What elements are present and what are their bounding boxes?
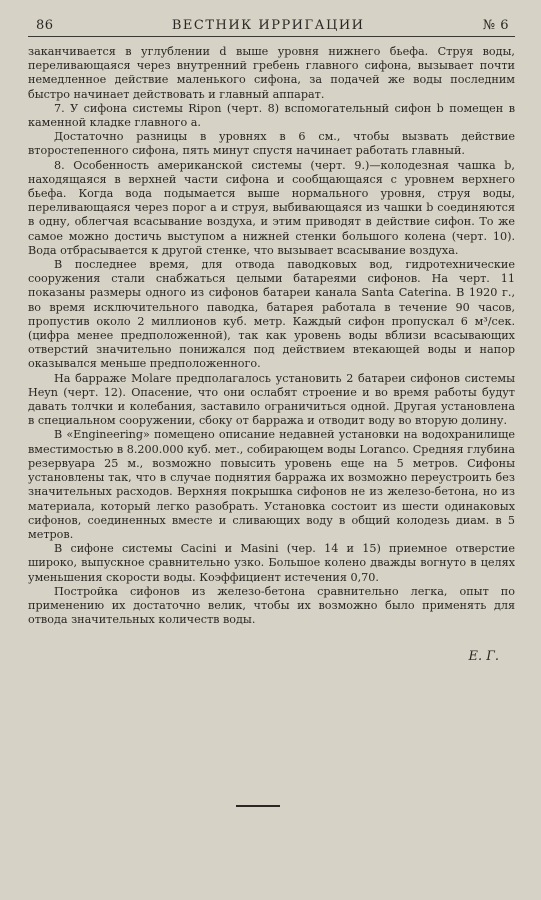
article-body [28, 45, 515, 627]
page-number: 86 [36, 18, 54, 33]
paragraph: В последнее время, для отвода паводковых вод, гидротехнические сооружения стали снабжаться целыми батареями сифонов. На черт. 11 показаны размеры одного из сифонов батареи канала Santa Caterina. В 1920 г., во время исключительного паводка, батарея работала в течение 90 часов, пропустив около 2 миллионов куб. метр. Каждый сифон пропускал 6 м³/сек. (цифра менее предположенной), так как уровень воды вблизи всасывающих отверстий значительно понижался под действием втекающей воды и напор оказывался меньше предположенного. [28, 258, 515, 371]
paragraph: 7. У сифона системы Ripon (черт. 8) вспомогательный сифон b помещен в каменной кладке главного a. [28, 101, 515, 130]
paragraph: На барраже Molare предполагалось установить 2 батареи сифонов системы Heyn (черт. 12). Опасение, что они ослабят строение и во время работы будут давать толчки и колебания, заставило ограничиться одной. Другая установлена в специальном сооружении, сбоку от барража и отводит воду во вторую долину. [28, 371, 515, 428]
paragraph: В «Engineering» помещено описание недавней установки на водохранилище вместимостью в 8.200.000 куб. мет., собирающем воды Loranco. Средняя глубина резервуара 25 м., возможно повысить уровень еще на 5 метров. Сифоны установлены так, что в случае поднятия барража их возможно переустроить без значительных расходов. Верхняя покрышка сифонов не из железо-бетона, но из материала, который легко разобрать. Установка состоит из шести одинаковых сифонов, соединенных вместе и сливающих воду в общий колодезь диам. в 5 метров. [28, 428, 515, 541]
issue-number: № 6 [482, 18, 509, 33]
paragraph: Достаточно разницы в уровнях в 6 см., чтобы вызвать действие второстепенного сифона, пять минут спустя начинает работать главный. [28, 130, 515, 158]
journal-title: ВЕСТНИК ИРРИГАЦИИ [171, 18, 365, 33]
end-rule [236, 805, 280, 807]
paragraph: 8. Особенность американской системы (черт. 9.)—колодезная чашка b, находящаяся в верхней части сифона и сообщающаяся с уровнем верхнего бьефа. Когда вода подымается выше нормального уровня, струя воды, переливающаяся через порог a и струя, выбивающаяся из чашки b соединяются в одну, облегчая всасывание воздуха, и этим приводят в действие сифон. То же самое можно достичь выступом a нижней стенки большого колена (черт. 10). Вода отбрасывается к другой стенке, что вызывает всасывание воздуха. [28, 158, 515, 257]
paragraph: В сифоне системы Cacini и Masini (чер. 14 и 15) приемное отверстие широко, выпускное сравнительно узко. Большое колено дважды вогнуто в целях уменьшения скорости воды. Коэффициент истечения 0,70. [28, 542, 515, 584]
paragraph: Постройка сифонов из железо-бетона сравнительно легка, опыт по применению их достаточно велик, чтобы их возможно было применять для отвода значительных количеств воды. [28, 584, 515, 627]
author-signature: Е. Г. [468, 649, 499, 665]
paragraph: заканчивается в углублении d выше уровня нижнего бьефа. Струя воды, переливающаяся через внутренний гребень главного сифона, вызывает почти немедленное действие маленького сифона, за подачей же воды последним быстро начинает действовать и главный аппарат. [28, 45, 515, 101]
running-header [28, 18, 515, 37]
